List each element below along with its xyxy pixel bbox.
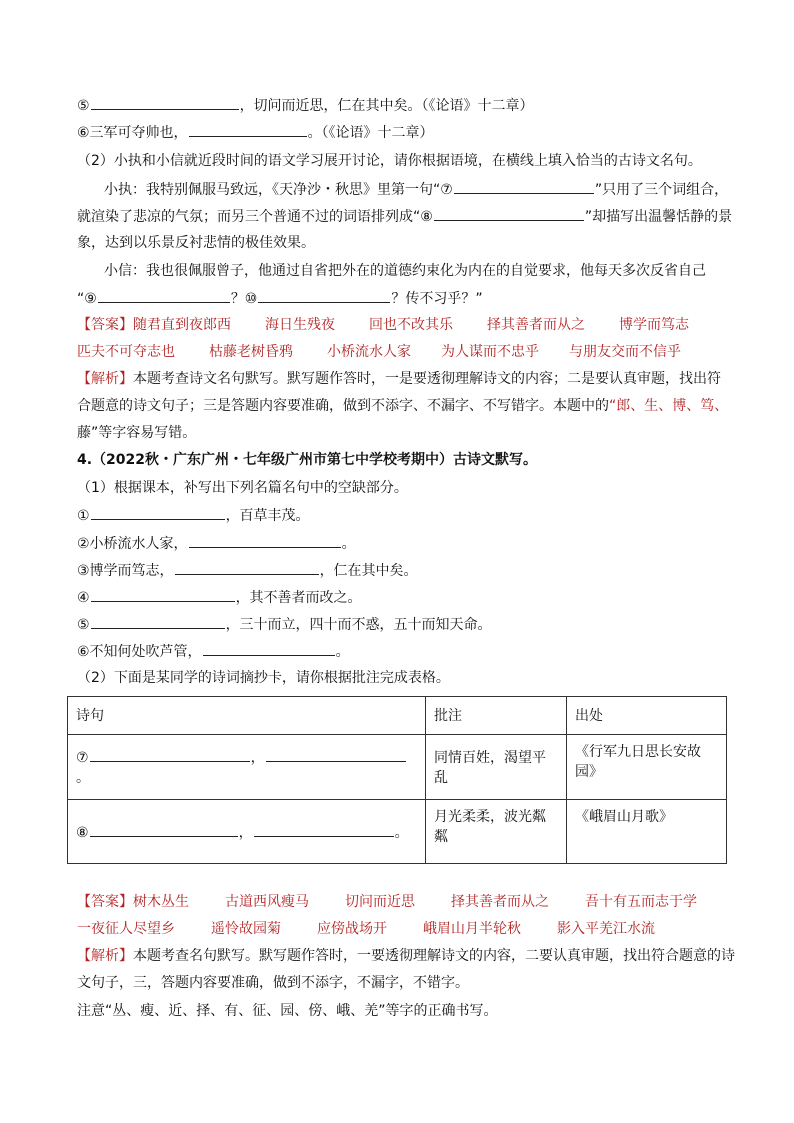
table-header-row [68, 697, 727, 735]
blank-field[interactable] [175, 561, 319, 575]
q4-part1-prompt: （1）根据课本，补写出下列名篇名句中的空缺部分。 [77, 480, 408, 496]
blank-field[interactable] [203, 642, 335, 656]
analysis-tag: 【解析】 [77, 371, 133, 387]
q3-xiaoxin-1: 小信：我也很佩服曾子，他通过自省把外在的道德约束化为内在的自觉要求，他每天多次反省自己 [104, 263, 706, 279]
blank-field[interactable] [189, 534, 341, 548]
blank-field[interactable] [254, 823, 394, 837]
q3-analysis-3: 藤”等字容易写错。 [77, 425, 197, 441]
source-cell: 《行军九日思长安故园》 [567, 735, 727, 800]
q4-line-1: ① ，百草丰茂。 [77, 508, 310, 524]
q4-analysis-2: 文句子，三，答题内容要准确，做到不添字，不漏字，不错字。 [77, 975, 469, 991]
header-source: 出处 [567, 697, 727, 735]
q3-part2-prompt: （2）小执和小信就近段时间的语文学习展开讨论，请你根据语境，在横线上填入恰当的古诗文名句。 [77, 153, 702, 169]
poem-cell: ⑧ ， 。 [68, 800, 426, 864]
q4-answer-row-1: 【答案】树木丛生 古道西风瘦马 切问而近思 择其善者而从之 吾十有五而志于学 [77, 894, 697, 910]
q3-analysis-2: 合题意的诗文句子；三是答题内容要准确，做到不添字、不漏字、不写错字。本题中的“郎、生、博、笃、 [77, 398, 729, 414]
q4-line-3: ③博学而笃志， ，仁在其中矣。 [77, 563, 418, 579]
q3-line-6: ⑥三军可夺帅也， 。（《论语》十二章） [77, 125, 434, 141]
q4-line-5: ⑤ ，三十而立，四十而不惑，五十而知天命。 [77, 617, 492, 633]
blank-field[interactable] [90, 748, 250, 762]
poem-cell: ⑦ ，。 [68, 735, 426, 800]
blank-field[interactable] [90, 823, 238, 837]
header-note: 批注 [426, 697, 567, 735]
blank-field[interactable] [189, 123, 307, 137]
q4-part2-prompt: （2）下面是某同学的诗词摘抄卡，请你根据批注完成表格。 [77, 670, 450, 686]
answer-tag: 【答案】 [77, 317, 133, 333]
q4-answer-row-2: 一夜征人尽望乡 遥怜故园菊 应傍战场开 峨眉山月半轮秋 影入平羌江水流 [77, 921, 655, 937]
q3-xiaoxin-2: “⑨ ？⑩ ？传不习乎？” [77, 291, 483, 307]
q4-analysis-3: 注意“丛、瘦、近、择、有、征、园、傍、峨、羌”等字的正确书写。 [77, 1003, 498, 1019]
q3-answer-row-1: 【答案】随君直到夜郎西 海日生残夜 回也不改其乐 择其善者而从之 博学而笃志 [77, 317, 689, 333]
item-number: ⑤ [77, 98, 90, 114]
q4-header: 4.（2022秋・广东广州・七年级广州市第七中学校考期中）古诗文默写。 [77, 452, 538, 468]
blank-field[interactable] [258, 289, 390, 303]
table-row [68, 735, 727, 800]
q4-line-2: ②小桥流水人家， 。 [77, 536, 356, 552]
blank-field[interactable] [266, 748, 406, 762]
q3-xiaozhi-3: 象，达到以乐景反衬悲情的极佳效果。 [77, 235, 315, 251]
q3-xiaozhi-1: 小执：我特别佩服马致远，《天净沙・秋思》里第一句“⑦ ”只用了三个词组合， [104, 182, 729, 198]
q3-line-5: ⑤ ，切问而近思，仁在其中矣。（《论语》十二章） [77, 98, 534, 114]
blank-field[interactable] [434, 207, 584, 221]
note-cell: 同情百姓，渴望平乱 [426, 735, 567, 800]
blank-field[interactable] [91, 615, 225, 629]
blank-field[interactable] [454, 180, 594, 194]
header-poem: 诗句 [68, 697, 426, 735]
note-cell: 月光柔柔，波光粼粼 [426, 800, 567, 864]
analysis-tag: 【解析】 [77, 948, 133, 964]
answer-tag: 【答案】 [77, 894, 133, 910]
blank-field[interactable] [91, 96, 239, 110]
table-row [68, 800, 727, 864]
excerpt-card-table [67, 696, 727, 864]
q4-line-6: ⑥不知何处吹芦管， 。 [77, 644, 350, 660]
blank-field[interactable] [91, 588, 235, 602]
q3-answer-row-2: 匹夫不可夺志也 枯藤老树昏鸦 小桥流水人家 为人谋而不忠乎 与朋友交而不信乎 [77, 344, 681, 360]
source-cell: 《峨眉山月歌》 [567, 800, 727, 864]
q4-analysis-1: 【解析】本题考查名句默写。默写题作答时，一要透彻理解诗文的内容，二要认真审题，找出符合题意的诗 [77, 948, 735, 964]
q4-line-4: ④ ，其不善者而改之。 [77, 590, 362, 606]
q3-xiaozhi-2: 就渲染了悲凉的气氛；而另三个普通不过的词语排列成“⑧ ”却描写出温馨恬静的景 [77, 209, 733, 225]
blank-field[interactable] [91, 506, 225, 520]
q3-analysis-1: 【解析】本题考查诗文名句默写。默写题作答时，一是要透彻理解诗文的内容；二是要认真审题，找出符 [77, 371, 721, 387]
blank-field[interactable] [98, 289, 230, 303]
